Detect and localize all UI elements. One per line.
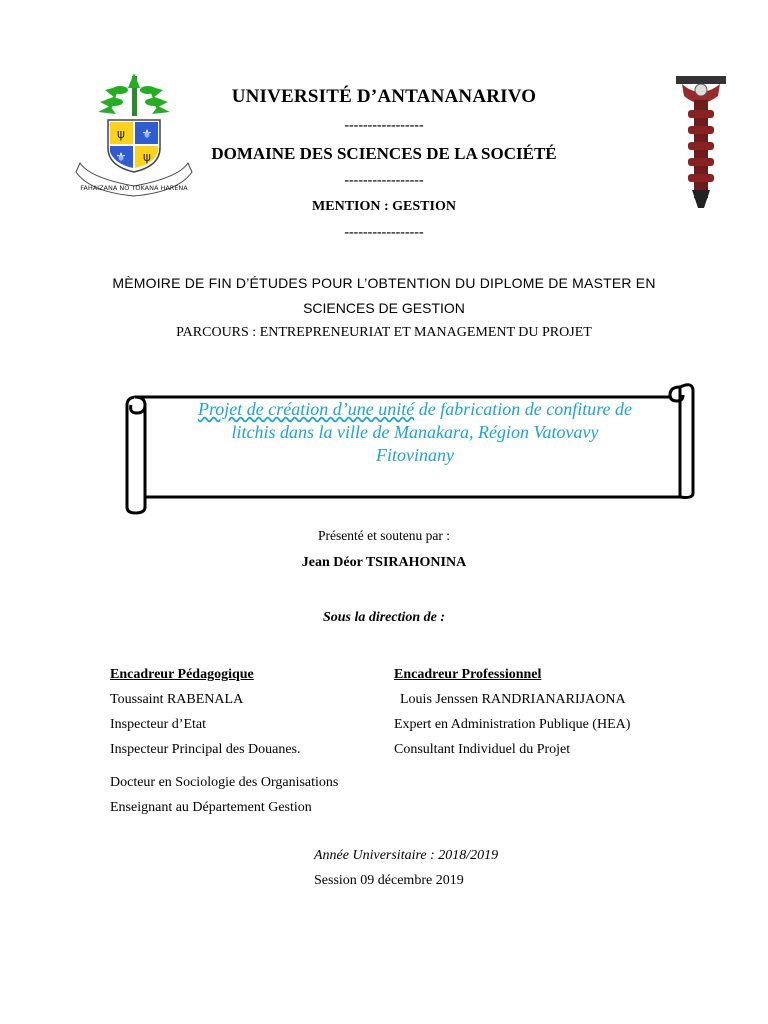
project-title xyxy=(150,398,680,467)
svg-text:⚜: ⚜ xyxy=(115,150,127,164)
supervisor-name: Toussaint RABENALA xyxy=(110,692,244,707)
supervisor-title: Consultant Individuel du Projet xyxy=(394,742,571,757)
supervisor-pedagogique xyxy=(110,662,400,820)
separator: ----------------- xyxy=(344,118,424,133)
memoire-line-1: MÈMOIRE DE FIN D’ÉTUDES POUR L’OBTENTION DU DIPLOME DE MASTER EN xyxy=(112,275,656,291)
academic-year: Année Universitaire : 2018/2019 xyxy=(314,848,499,863)
supervisor-heading: Encadreur Professionnel xyxy=(394,667,542,682)
project-title-line-1: Projet de création d’une unité de fabrication de confiture de xyxy=(197,399,633,419)
svg-text:FAHAIZANA NO TOKANA HARENA: FAHAIZANA NO TOKANA HARENA xyxy=(80,184,188,192)
supervisor-title: Enseignant au Département Gestion xyxy=(110,800,312,815)
direction-label: Sous la direction de : xyxy=(322,610,446,625)
svg-text:ψ: ψ xyxy=(117,127,125,141)
separator: ----------------- xyxy=(344,173,424,188)
svg-text:ψ: ψ xyxy=(143,150,151,164)
supervisor-name: Louis Jenssen RANDRIANARIJAONA xyxy=(400,692,626,707)
university-name: UNIVERSITÉ D’ANTANANARIVO xyxy=(231,86,537,107)
project-title-line-3: Fitovinany xyxy=(376,445,454,465)
session-date: Session 09 décembre 2019 xyxy=(314,873,464,888)
supervisor-title: Inspecteur Principal des Douanes. xyxy=(110,742,301,757)
mention: MENTION : GESTION xyxy=(312,199,456,214)
svg-text:⚜: ⚜ xyxy=(141,127,153,141)
separator: ----------------- xyxy=(344,225,424,240)
supervisor-title: Inspecteur d’Etat xyxy=(110,717,207,732)
supervisor-title: Docteur en Sociologie des Organisations xyxy=(110,775,339,790)
parcours: PARCOURS : ENTREPRENEURIAT ET MANAGEMENT DU PROJET xyxy=(176,325,592,340)
memoire-line-2: SCIENCES DE GESTION xyxy=(303,300,465,316)
supervisor-heading: Encadreur Pédagogique xyxy=(110,667,254,682)
domain-name: DOMAINE DES SCIENCES DE LA SOCIÉTÉ xyxy=(211,144,557,163)
project-title-line-2: litchis dans la ville de Manakara, Région Vatovavy xyxy=(231,422,599,442)
supervisor-title: Expert en Administration Publique (HEA) xyxy=(394,717,631,732)
author-name: Jean Déor TSIRAHONINA xyxy=(301,555,467,570)
presented-by: Présenté et soutenu par : xyxy=(318,528,450,543)
supervisor-professionnel xyxy=(394,662,694,762)
